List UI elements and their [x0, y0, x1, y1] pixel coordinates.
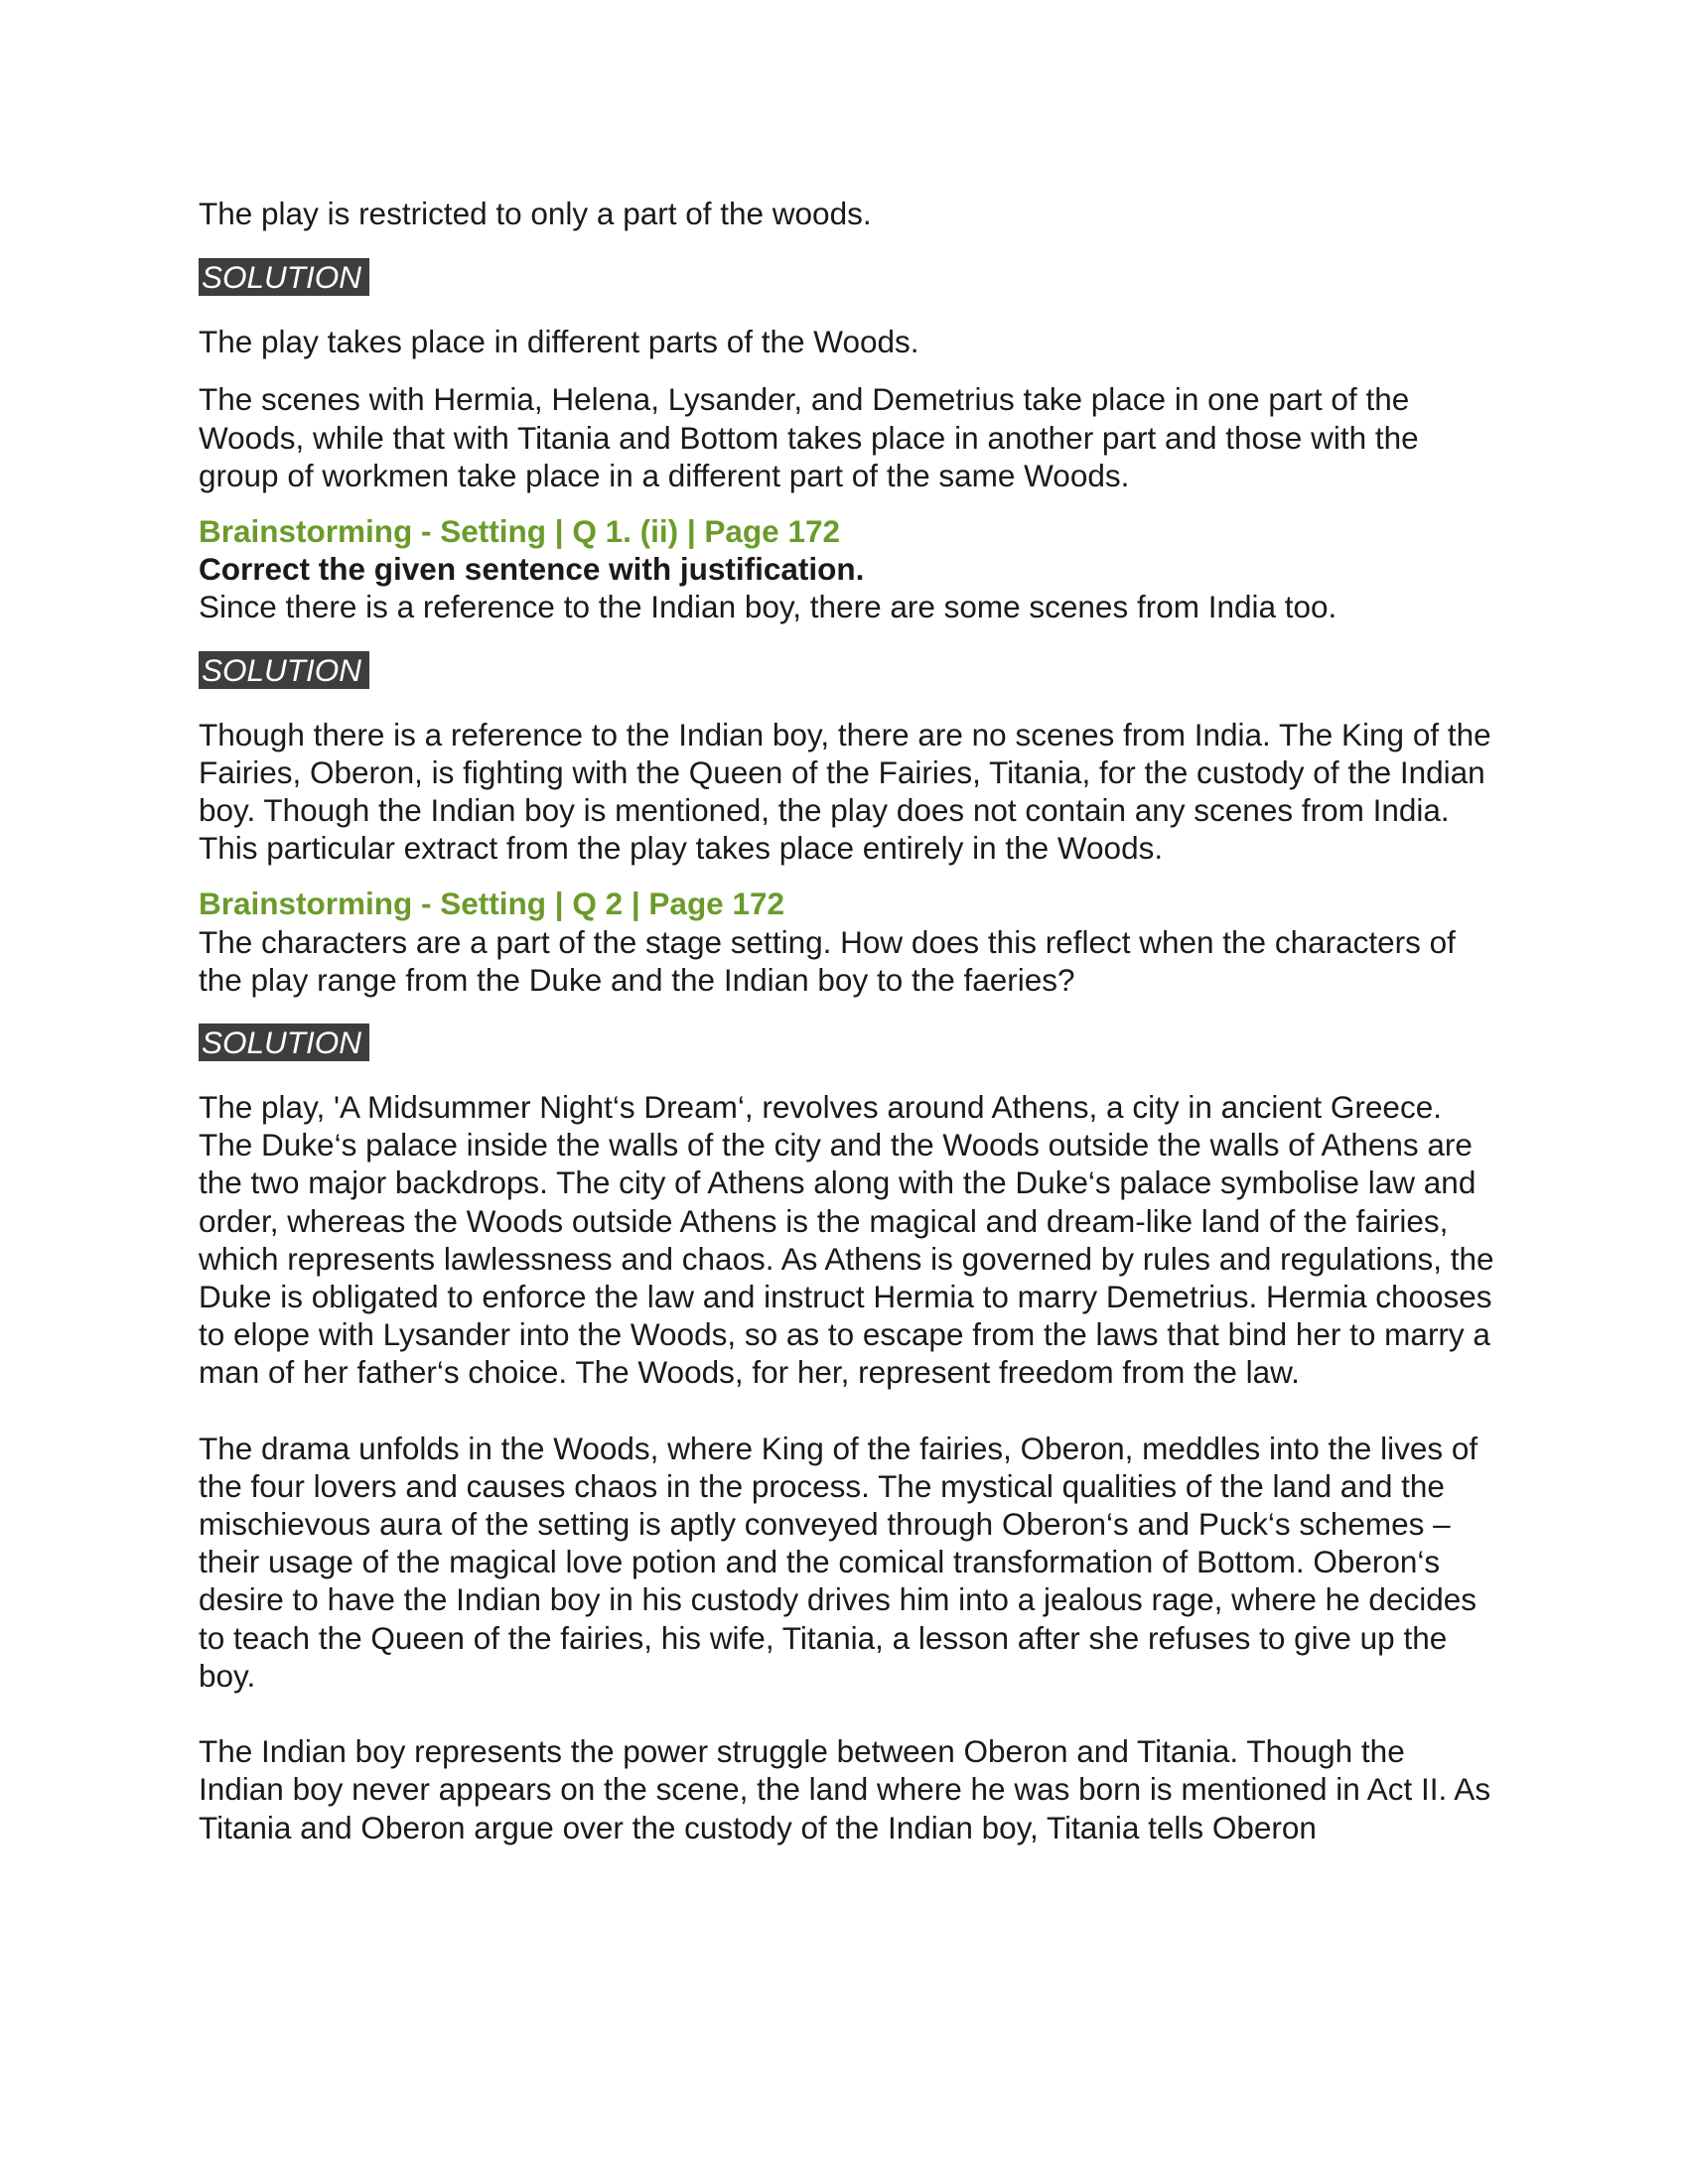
- solution-paragraph: The drama unfolds in the Woods, where King of the fairies, Oberon, meddles into the lives of the four lovers and causes chaos in the process. The mystical qualities of the land and the mischievous aura of the setting is aptly conveyed through Oberon‘s and Puck‘s schemes – their usage of the magical love potion and the comical transformation of Bottom. Oberon‘s desire to have the Indian boy in his custody drives him into a jealous rage, where he decides to teach the Queen of the fairies, his wife, Titania, a lesson after she refuses to give up the boy.: [199, 1430, 1478, 1694]
- solution-paragraph: The scenes with Hermia, Helena, Lysander, and Demetrius take place in one part of the Woods, while that with Titania and Bottom takes place in another part and those with the group of workmen take place in a different part of the same Woods.: [199, 381, 1419, 493]
- question-statement: Since there is a reference to the Indian boy, there are some scenes from India too.: [199, 589, 1337, 625]
- solution-paragraph: The play takes place in different parts of the Woods.: [199, 324, 919, 360]
- question-instruction: Correct the given sentence with justification.: [199, 551, 865, 588]
- question-text: The characters are a part of the stage setting. How does this reflect when the characters of the play range from the Duke and the Indian boy to the faeries?: [199, 923, 1456, 998]
- page-content: [199, 195, 1494, 1846]
- solution-paragraph: The play, 'A Midsummer Night‘s Dream‘, revolves around Athens, a city in ancient Greece. The Duke‘s palace inside the walls of the city and the Woods outside the walls of Athens are the two major backdrops. The city of Athens along with the Duke‘s palace symbolise law and order, whereas the Woods outside Athens is the magical and dream-like land of the fairies, which represents lawlessness and chaos. As Athens is governed by rules and regulations, the Duke is obligated to enforce the law and instruct Hermia to marry Demetrius. Hermia chooses to elope with Lysander into the Woods, so as to escape from the laws that bind her to marry a man of her father‘s choice. The Woods, for her, represent freedom from the law.: [199, 1089, 1494, 1391]
- question-statement: The play is restricted to only a part of the woods.: [199, 196, 872, 231]
- solution-label: SOLUTION: [199, 258, 369, 296]
- question-heading: Brainstorming - Setting | Q 2 | Page 172: [199, 886, 785, 922]
- solution-label: SOLUTION: [199, 1024, 369, 1061]
- question-heading: Brainstorming - Setting | Q 1. (ii) | Page 172: [199, 513, 840, 550]
- solution-paragraph: Though there is a reference to the Indian boy, there are no scenes from India. The King of the Fairies, Oberon, is fighting with the Queen of the Fairies, Titania, for the custody of the Indian boy. Though the Indian boy is mentioned, the play does not contain any scenes from India. This particular extract from the play takes place entirely in the Woods.: [199, 716, 1491, 867]
- solution-paragraph: The Indian boy represents the power struggle between Oberon and Titania. Though the Indian boy never appears on the scene, the land where he was born is mentioned in Act II. As Titania and Oberon argue over the custody of the Indian boy, Titania tells Oberon: [199, 1733, 1491, 1845]
- solution-label: SOLUTION: [199, 651, 369, 689]
